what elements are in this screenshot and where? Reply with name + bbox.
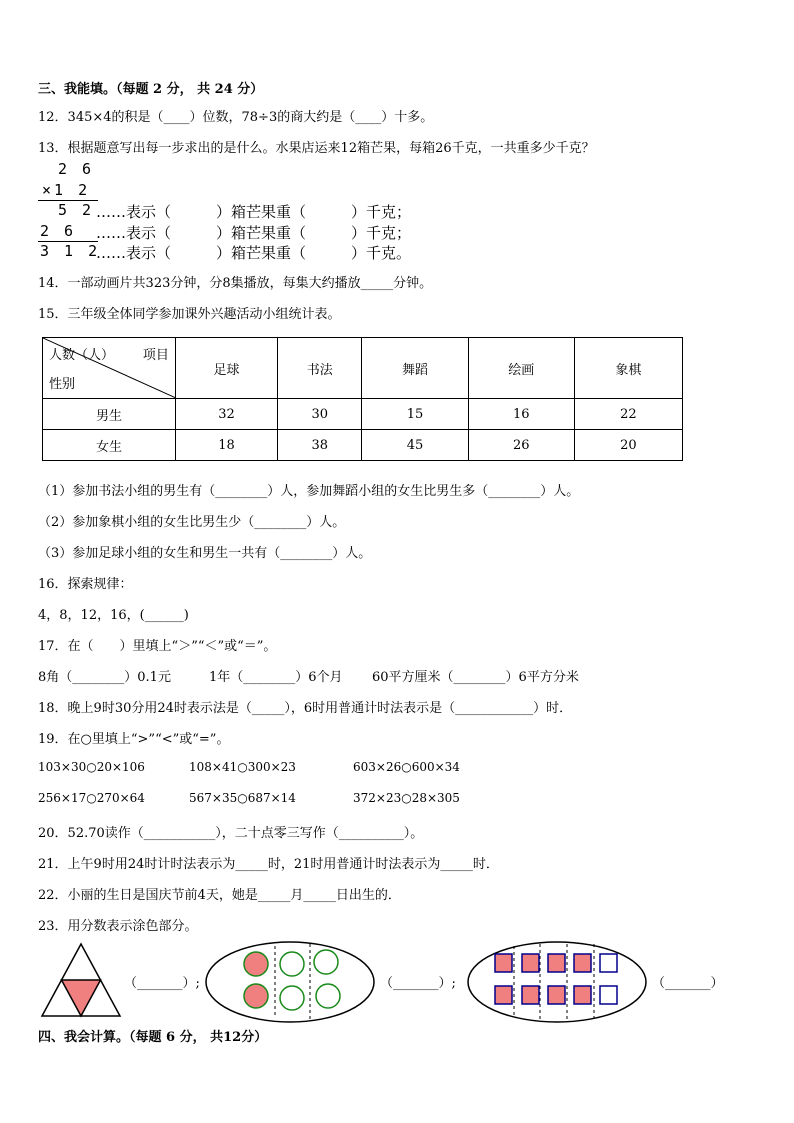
table-row (43, 430, 683, 461)
question-21: 21．上午9时用24时计时法表示为_____时，21时用普通计时法表示为_____时． (38, 857, 499, 872)
diagonal-header-cell (43, 338, 176, 399)
column-header: 书法 (278, 338, 362, 399)
stats-table (42, 337, 683, 461)
header-people: 人数（人） (49, 348, 115, 363)
question-12: 12．345×4的积是（____）位数，78÷3的商大约是（____）十多。 (38, 110, 434, 125)
table-cell: 38 (278, 430, 362, 461)
header-item: 项目 (142, 348, 169, 363)
circles-figure (204, 940, 376, 1024)
question-15-part-1: （1）参加书法小组的男生有（________）人，参加舞蹈小组的女生比男生多（________）人。 (38, 484, 580, 499)
question-23: 23．用分数表示涂色部分。 (38, 919, 198, 934)
mult-line-4: 2 6 (40, 222, 77, 240)
question-17-a: 8角（________）0.1元 (38, 670, 171, 685)
question-15-part-3: （3）参加足球小组的女生和男生一共有（________）人。 (38, 546, 372, 561)
answer-blank-1: （_______）; (124, 976, 200, 991)
table-cell: 18 (175, 430, 277, 461)
compare-item: 567×35○687×14 (189, 791, 296, 805)
mult-note-3: ……表示（ ）箱芒果重（ ）千克。 (96, 244, 412, 262)
compare-item: 372×23○28×305 (353, 791, 460, 805)
column-header: 绘画 (468, 338, 574, 399)
compare-item: 103×30○20×106 (38, 760, 145, 774)
question-17-c: 60平方厘米（________）6平方分米 (372, 670, 579, 685)
question-22: 22．小丽的生日是国庆节前4天，她是_____月_____日出生的． (38, 888, 401, 903)
column-header: 舞蹈 (362, 338, 468, 399)
question-17-b: 1年（________）6个月 (209, 670, 343, 685)
question-16: 16．探索规律： (38, 577, 133, 592)
column-header: 象棋 (574, 338, 682, 399)
question-14: 14．一部动画片共323分钟，分8集播放，每集大约播放_____分钟。 (38, 276, 433, 291)
mult-note-1: ……表示（ ）箱芒果重（ ）千克； (96, 203, 412, 221)
table-cell: 15 (362, 399, 468, 430)
table-cell: 30 (278, 399, 362, 430)
column-header: 足球 (175, 338, 277, 399)
table-cell: 32 (175, 399, 277, 430)
answer-blank-2: （_______）; (380, 976, 456, 991)
section-3-title: 三、我能填。（每题 2 分， 共 24 分） (38, 82, 264, 97)
question-16-sequence: 4，8，12，16，(______) (38, 608, 189, 623)
compare-item: 108×41○300×23 (189, 760, 296, 774)
question-19: 19．在○里填上“>”“<”或“=”。 (38, 732, 230, 747)
mult-note-2: ……表示（ ）箱芒果重（ ）千克； (96, 224, 412, 242)
question-15: 15．三年级全体同学参加课外兴趣活动小组统计表。 (38, 307, 341, 322)
mult-line-1: 2 6 (58, 160, 95, 178)
squares-figure (466, 940, 648, 1024)
question-20: 20．52.70读作（___________），二十点零三写作（__________）。 (38, 826, 424, 841)
mult-line-2: ×1 2 (42, 181, 91, 199)
compare-item: 603×26○600×34 (353, 760, 460, 774)
table-cell: 45 (362, 430, 468, 461)
question-13: 13．根据题意写出每一步求出的是什么。水果店运来12箱芒果，每箱26千克，一共重多少千克？ (38, 141, 595, 156)
question-17: 17．在（ ）里填上“＞”“＜”或“＝”。 (38, 639, 277, 654)
table-row (43, 399, 683, 430)
table-header-row (43, 338, 683, 399)
table-cell: 20 (574, 430, 682, 461)
row-label: 男生 (43, 399, 176, 430)
triangle-figure (40, 942, 122, 1018)
question-18: 18．晚上9时30分用24时表示法是（_____），6时用普通计时法表示是（____________）时． (38, 701, 573, 716)
header-gender: 性别 (49, 377, 76, 392)
table-cell: 22 (574, 399, 682, 430)
compare-item: 256×17○270×64 (38, 791, 145, 805)
mult-line-5: 3 1 2 (40, 242, 101, 260)
answer-blank-3: （_______） (652, 976, 724, 991)
row-label: 女生 (43, 430, 176, 461)
table-cell: 16 (468, 399, 574, 430)
section-4-title: 四、我会计算。（每题 6 分， 共12分） (38, 1030, 268, 1045)
mult-line-3: 5 2 (58, 201, 95, 219)
question-15-part-2: （2）参加象棋小组的女生比男生少（________）人。 (38, 515, 346, 530)
table-cell: 26 (468, 430, 574, 461)
